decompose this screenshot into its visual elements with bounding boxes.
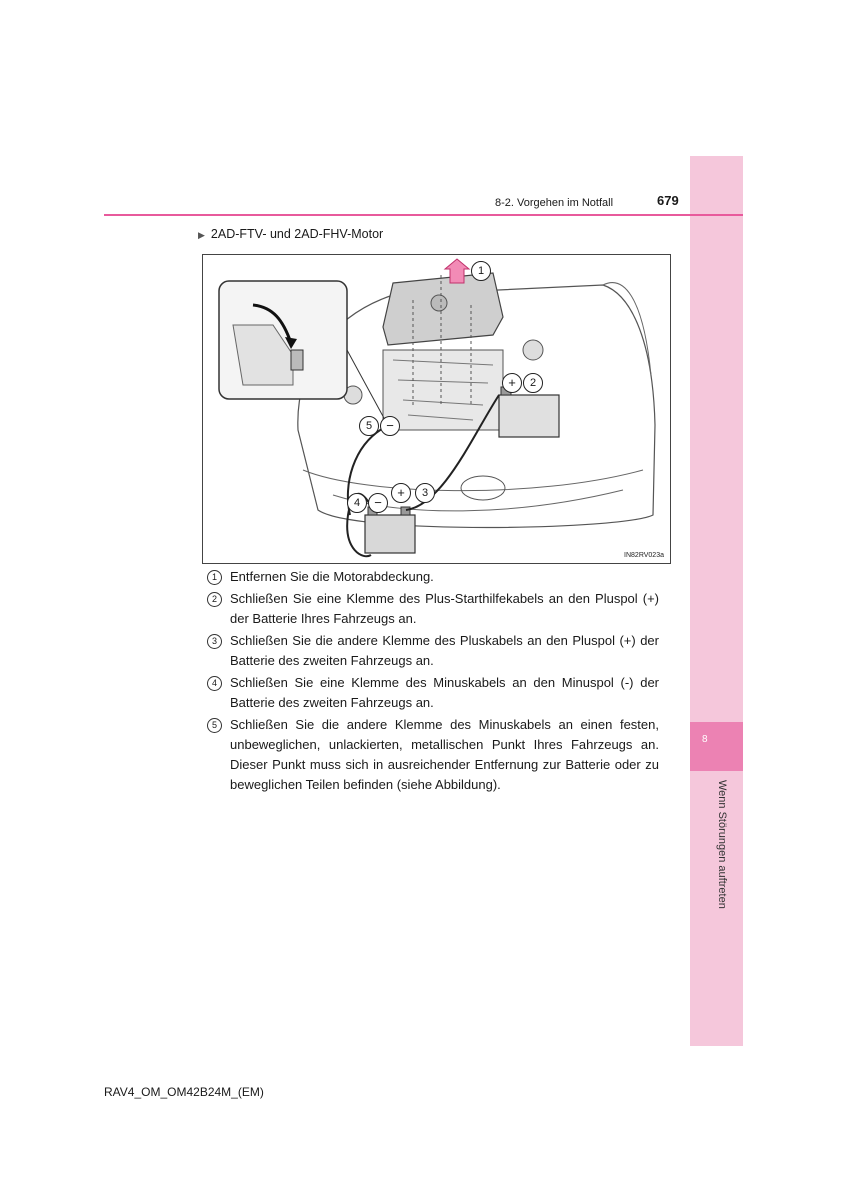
minus-sign-vehicle: −	[380, 416, 400, 436]
callout-4: 4	[347, 493, 367, 513]
step-text: Schließen Sie die andere Klemme des Pluskabels an den Pluspol (+) der Batterie des zweiten Fahrzeugs an.	[230, 633, 659, 668]
callout-5: 5	[359, 416, 379, 436]
footer-doc-id: RAV4_OM_OM42B24M_(EM)	[104, 1085, 264, 1099]
reservoir-right	[523, 340, 543, 360]
figure-code: IN82RV023a	[624, 552, 664, 559]
page-number: 679	[657, 193, 679, 208]
emblem	[461, 476, 505, 500]
side-tab	[690, 156, 743, 1046]
subtitle-text: 2AD-FTV- und 2AD-FHV-Motor	[210, 227, 384, 241]
step-number: 4	[207, 676, 222, 691]
section-title: 8-2. Vorgehen im Notfall	[495, 197, 614, 209]
header-rule	[104, 214, 743, 216]
callout-3: 3	[415, 483, 435, 503]
step-5	[207, 715, 659, 795]
engine-drawing	[203, 255, 672, 565]
step-2	[207, 589, 659, 629]
inset-bolt	[291, 350, 303, 370]
step-list	[207, 567, 659, 797]
step-number: 1	[207, 570, 222, 585]
step-text: Schließen Sie die andere Klemme des Minuskabels an einen festen, unbeweglichen, unlackierten, metallischen Punkt Ihres Fahrzeugs an. Dieser Punkt muss sich in ausreichender Entfernung zur Batterie oder zu beweglichen Teilen befinden (siehe Abbildung).	[230, 717, 659, 792]
bullet-triangle-icon: ▶	[198, 230, 205, 240]
step-3	[207, 631, 659, 671]
minus-sign-helper: −	[368, 493, 388, 513]
chapter-title: Wenn Störungen auftreten	[716, 780, 728, 909]
subtitle	[198, 227, 383, 241]
step-1	[207, 567, 659, 587]
step-text: Entfernen Sie die Motorabdeckung.	[230, 569, 434, 584]
plus-sign-helper: +	[391, 483, 411, 503]
plus-sign-vehicle: +	[502, 373, 522, 393]
step-text: Schließen Sie eine Klemme des Plus-Starthilfekabels an den Pluspol (+) der Batterie Ihres Fahrzeugs an.	[230, 591, 659, 626]
helper-battery-terminal-pos	[401, 507, 410, 515]
step-number: 3	[207, 634, 222, 649]
chapter-number: 8	[702, 734, 708, 745]
callout-1: 1	[471, 261, 491, 281]
step-4	[207, 673, 659, 713]
chapter-number-box	[690, 722, 743, 771]
engine-illustration	[202, 254, 671, 564]
step-number: 2	[207, 592, 222, 607]
step-number: 5	[207, 718, 222, 733]
callout-2: 2	[523, 373, 543, 393]
cover-cap	[431, 295, 447, 311]
helper-battery	[365, 515, 415, 553]
step-text: Schließen Sie eine Klemme des Minuskabels an den Minuspol (-) der Batterie des zweiten Fahrzeugs an.	[230, 675, 659, 710]
hood-edge	[603, 283, 651, 375]
bumper-line	[303, 470, 643, 491]
inset-leader	[347, 350, 385, 420]
vehicle-battery	[499, 395, 559, 437]
